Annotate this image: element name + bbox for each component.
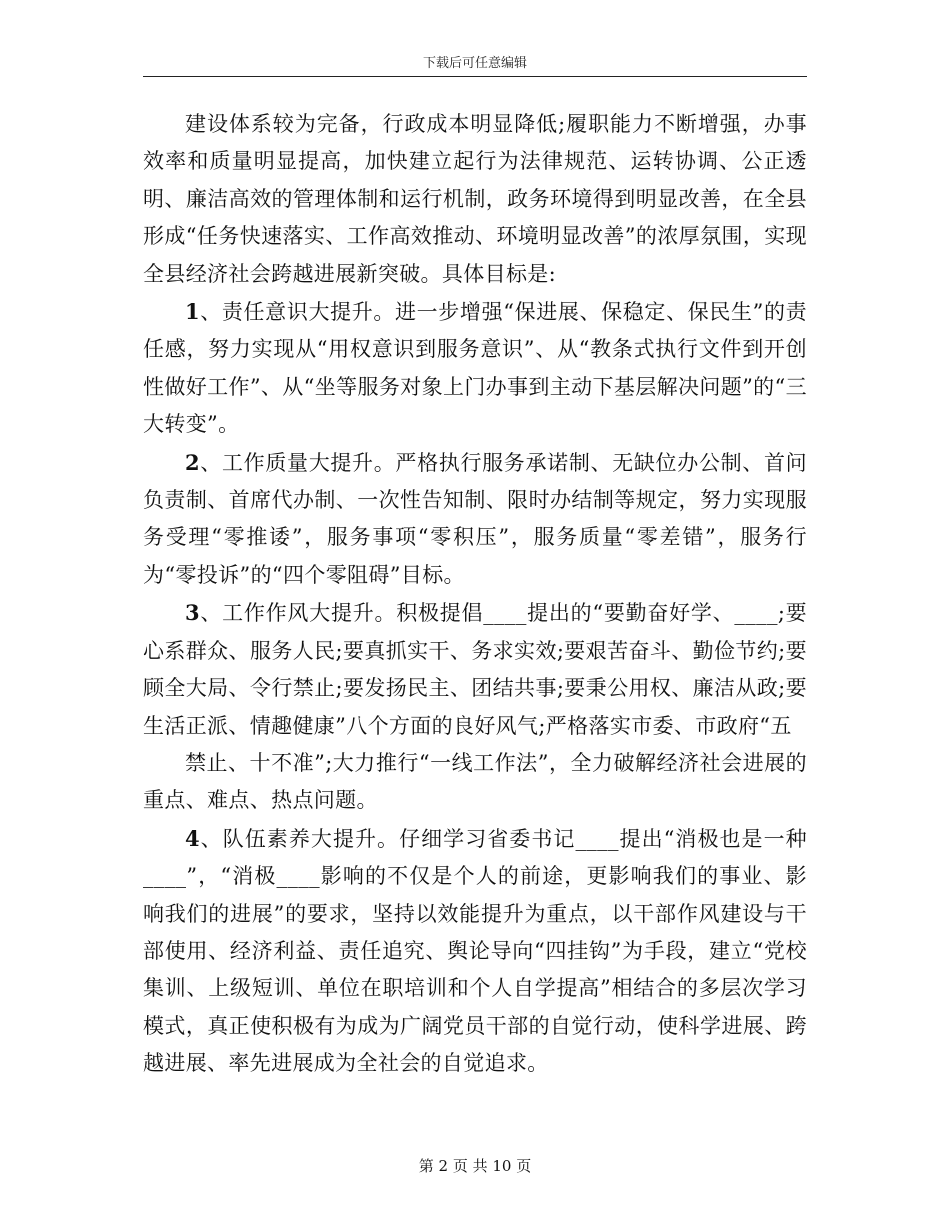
paragraph-text: 、工作质量大提升。严格执行服务承诺制、无缺位办公制、首问负责制、首席代办制、一次性告知制、限时办结制等规定，努力实现服务受理“零推诿”，服务事项“零积压”，服务质量“零差错”，服务行为“零投诉”的“四个零阻碍”目标。: [143, 450, 807, 587]
paragraph-number: 4: [185, 825, 200, 851]
paragraph-number: 1: [185, 299, 200, 325]
paragraph-goal-3-continued: [143, 745, 807, 820]
paragraph-text: 、责任意识大提升。进一步增强“保进展、保稳定、保民生”的责任感，努力实现从“用权意识到服务意识”、从“教条式执行文件到开创性做好工作”、从“坐等服务对象上门办事到主动下基层解决问题”的“三大转变”。: [143, 300, 807, 437]
paragraph-number: 2: [185, 449, 200, 475]
paragraph-text: 建设体系较为完备，行政成本明显降低;履职能力不断增强，办事效率和质量明显提高，加快建立起行为法律规范、运转协调、公正透明、廉洁高效的管理体制和运行机制，政务环境得到明显改善，在全县形成“任务快速落实、工作高效推动、环境明显改善”的浓厚氛围，实现全县经济社会跨越进展新突破。具体目标是:: [143, 112, 807, 286]
paragraph-goal-2: [143, 444, 807, 595]
page-number-footer: 第 2 页 共 10 页: [418, 1157, 532, 1175]
paragraph-goal-3: [143, 594, 807, 745]
page-header: 下载后可任意编辑: [422, 56, 527, 71]
paragraph-goal-1: [143, 293, 807, 444]
paragraph-number: 3: [185, 600, 200, 626]
paragraph-goal-4: [143, 820, 807, 1083]
paragraph-intro: [143, 106, 807, 293]
document-body: [143, 106, 807, 1083]
paragraph-text: 禁止、十不准”;大力推行“一线工作法”，全力破解经济社会进展的重点、难点、热点问题。: [143, 750, 807, 813]
paragraph-text: 、工作作风大提升。积极提倡____提出的“要勤奋好学、____;要心系群众、服务人民;要真抓实干、务求实效;要艰苦奋斗、勤俭节约;要顾全大局、令行禁止;要发扬民主、团结共事;要秉公用权、廉洁从政;要生活正派、情趣健康”八个方面的良好风气;严格落实市委、市政府“五: [143, 601, 807, 738]
paragraph-text: 、队伍素养大提升。仔细学习省委书记____提出“消极也是一种____”，“消极____影响的不仅是个人的前途，更影响我们的事业、影响我们的进展”的要求，坚持以效能提升为重点，以干部作风建设与干部使用、经济利益、责任追究、舆论导向“四挂钩”为手段，建立“党校集训、上级短训、单位在职培训和个人自学提高”相结合的多层次学习模式，真正使积极有为成为广阔党员干部的自觉行动，使科学进展、跨越进展、率先进展成为全社会的自觉追求。: [143, 826, 807, 1076]
header-divider: [143, 76, 807, 77]
